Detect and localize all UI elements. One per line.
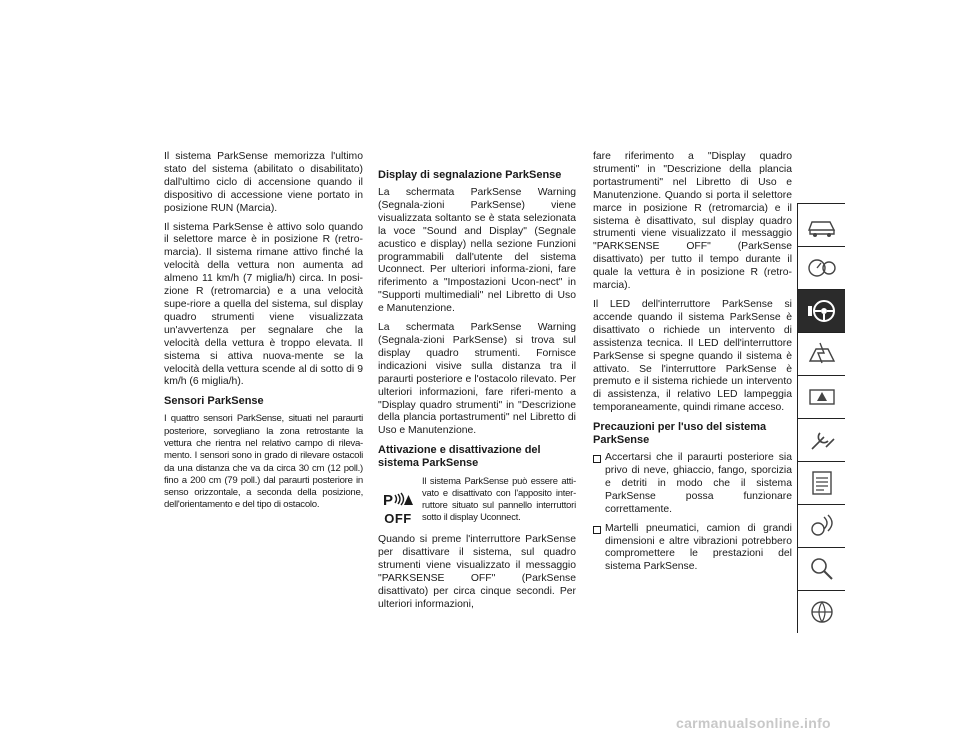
dashboard-gauges-icon[interactable] bbox=[797, 246, 845, 289]
checkbox-bullet-icon bbox=[593, 455, 601, 463]
languages-icon[interactable] bbox=[797, 590, 845, 633]
parksense-symbol-icon bbox=[383, 491, 413, 507]
paragraph: Quando si preme l'interruttore ParkSense per disattivare il sistema, sul quadro strumenti viene visualizzato il messaggio "PARKSENSE OFF" (ParkSense disattivato) per circa cinque secondi. Per ulteriori informazioni, bbox=[378, 534, 576, 610]
parksense-off-icon bbox=[378, 475, 418, 526]
paragraph: La schermata ParkSense Warning (Segnala-zioni ParkSense) viene visualizzata soltanto se è stata selezionata la voce "Sound and Display" (Segnale acustico e display) nella sezione Funzioni programmabili dall'utente del sistema Uconnect. Per ulteriori informa-zioni, fare riferimento a "Impostazioni Ucon-nect" in "Supporti multimediali" nel Libretto di Uso e Manutenzione. bbox=[378, 187, 576, 315]
column-right bbox=[593, 151, 792, 580]
paragraph: La schermata ParkSense Warning (Segnala-zioni ParkSense) si trova sul display quadro strumenti. Fornisce indicazioni visive sulla distanza tra il paraurti posteriore e l'ostacolo rilevato. Per ulteriori informazioni, fare riferi-mento a "Display quadro strumenti" in "Descrizione della plancia portastrumenti" nel Libretto di Uso e Manutenzione. bbox=[378, 322, 576, 437]
list-item: Martelli pneumatici, camion di grandi dimensioni e altre vibrazioni potrebbero compromettere le prestazioni del sistema ParkSense. bbox=[593, 523, 792, 575]
index-search-icon[interactable] bbox=[797, 547, 845, 590]
safety-crash-icon[interactable] bbox=[797, 332, 845, 375]
section-heading: Display di segnalazione ParkSense bbox=[378, 169, 562, 181]
svg-text:P: P bbox=[383, 492, 394, 508]
checkbox-bullet-icon bbox=[593, 526, 601, 534]
column-middle bbox=[378, 151, 576, 617]
steering-driving-icon[interactable] bbox=[797, 289, 845, 332]
car-info-icon[interactable] bbox=[797, 203, 845, 246]
precautions-list bbox=[593, 452, 792, 574]
paragraph: fare riferimento a "Display quadro strumenti" in "Descrizione della plancia portastrumenti" nel Libretto di Uso e Manutenzione. Quando si porta il selettore marce in posizione R (retromarcia) e il sistema è disattivato, sul display quadro strumenti viene visualizzato il messaggio "PARKSENSE OFF" (ParkSense disattivato) per tutto il tempo durante il quale la vettura è in posizione R (retro-marcia). bbox=[593, 151, 792, 292]
list-item: Accertarsi che il paraurti posteriore sia privo di neve, ghiaccio, fango, sporcizia e detriti in modo che il sistema ParkSense possa funzionare correttamente. bbox=[593, 452, 792, 517]
parksense-off-note bbox=[378, 475, 576, 526]
paragraph: Il LED dell'interruttore ParkSense si accende quando il sistema ParkSense è disattivato o richiede un intervento di assistenza tecnica. Il LED dell'interruttore ParkSense si spegne quando il sistema è attivato. Se l'interruttore ParkSense è premuto e il sistema richiede un intervento di assistenza, il relativo LED lampeggia temporaneamente, quindi rimane acceso. bbox=[593, 298, 792, 414]
service-tools-icon[interactable] bbox=[797, 418, 845, 461]
column-left bbox=[164, 151, 363, 518]
multimedia-icon[interactable] bbox=[797, 504, 845, 547]
chapter-tabs bbox=[797, 203, 845, 633]
watermark: carmanualsonline.info bbox=[676, 715, 831, 731]
off-label: OFF bbox=[384, 511, 412, 527]
icon-description: Il sistema ParkSense può essere atti-vato e disattivato con l'apposito inter-ruttore situato sul pannello interruttori sotto il display Uconnect. bbox=[422, 475, 576, 522]
section-heading: Sensori ParkSense bbox=[164, 395, 264, 408]
paragraph: Il sistema ParkSense memorizza l'ultimo stato del sistema (abilitato o disabilitato) dall'ultimo ciclo di accensione quando il dispositivo di accessione viene portato in posizione RUN (Marcia). bbox=[164, 151, 363, 214]
section-heading: Precauzioni per l'uso del sistema ParkSense bbox=[593, 421, 767, 447]
section-heading: Attivazione e disattivazione del sistema ParkSense bbox=[378, 444, 541, 470]
specifications-list-icon[interactable] bbox=[797, 461, 845, 504]
paragraph: I quattro sensori ParkSense, situati nel paraurti posteriore, sorvegliano la zona retrostante la vettura che rientra nel relativo campo di rileva-mento. I sensori sono in grado di rilevare ostacoli da una distanza che va da circa 30 cm (12 poll.) fino a 200 cm (79 poll.) dal paraurti posteriore in senso orizzontale, a seconda della posizione, dell'orientamento e del tipo di ostacolo. bbox=[164, 413, 363, 511]
emergency-hazard-icon[interactable] bbox=[797, 375, 845, 418]
paragraph: Il sistema ParkSense è attivo solo quando il selettore marce è in posizione R (retro-marcia). Il sistema rimane attivo finché la velocità della vettura non aumenta ad almeno 11 km/h (7 miglia/h) circa. In posi-zione R (retromarcia) e a una velocità supe-riore a quella del sistema, sul display quadro strumenti viene visualizzata un'avvertenza per segnalare che la velocità della vettura è troppo elevata. Il sistema si attiva nuova-mente se la velocità della vettura scende al di sotto di 9 km/h (6 miglia/h). bbox=[164, 221, 363, 388]
